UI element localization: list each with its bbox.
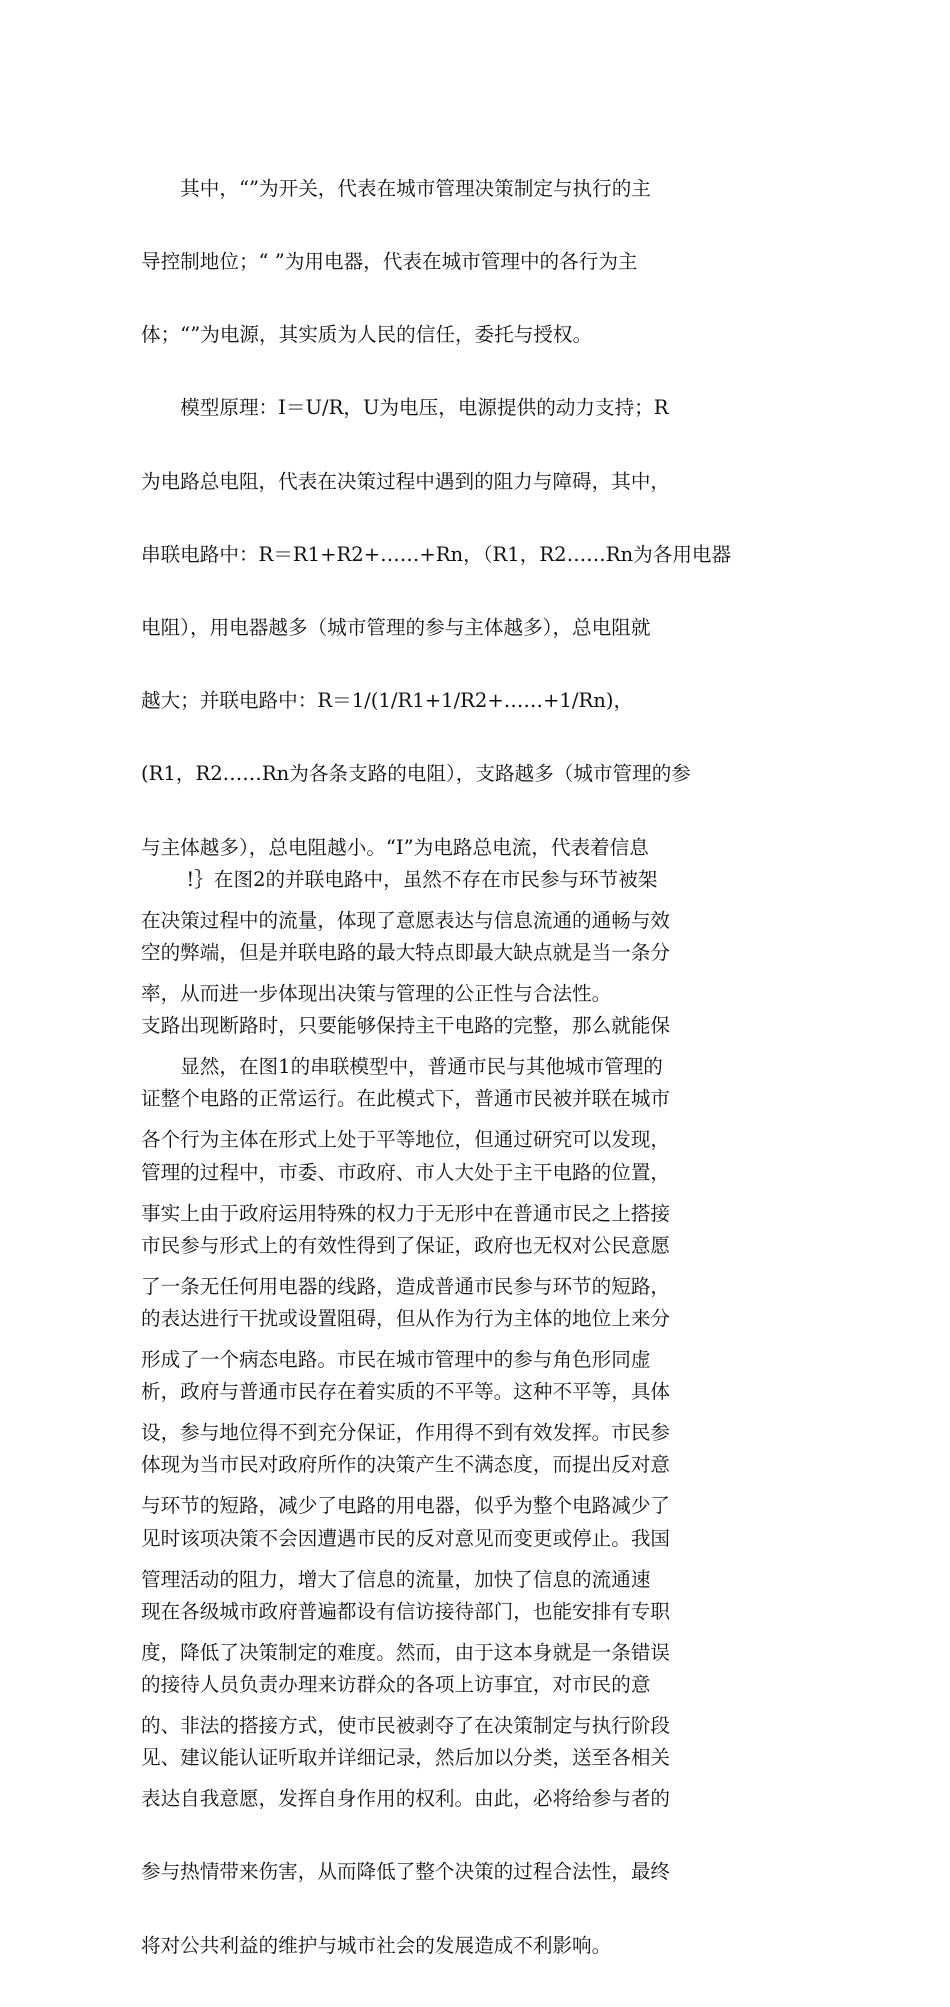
- text-line: 体；“”为电源，其实质为人民的信任，委托与授权。: [141, 323, 593, 347]
- text-line: 为电路总电阻，代表在决策过程中遇到的阻力与障碍，其中，: [141, 469, 671, 493]
- text-line: 了一条无任何用电器的线路，造成普通市民参与环节的短路，: [141, 1274, 671, 1298]
- text-line: 越大；并联电路中：R＝1/(1/R1+1/R2+……+1/Rn)，: [141, 689, 634, 713]
- text-line: 与环节的短路，减少了电路的用电器，似乎为整个电路减少了: [141, 1494, 671, 1518]
- text-line: 率，从而进一步体现出决策与管理的公正性与合法性。: [141, 982, 612, 1006]
- text-line: 电阻），用电器越多（城市管理的参与主体越多），总电阻就: [141, 616, 651, 640]
- text-line: 度，降低了决策制定的难度。然而，由于这本身就是一条错误: [141, 1640, 671, 1664]
- text-line: 证整个电路的正常运行。在此模式下，普通市民被并联在城市: [141, 1087, 671, 1111]
- text-line: 见时该项决策不会因遭遇市民的反对意见而变更或停止。我国: [141, 1526, 671, 1550]
- text-line: 形成了一个病态电路。市民在城市管理中的参与角色形同虚: [141, 1348, 651, 1372]
- text-line: 析，政府与普通市民存在着实质的不平等。这种不平等，具体: [141, 1380, 671, 1404]
- text-line: !｝在图2的并联电路中，虽然不存在市民参与环节被架: [141, 867, 658, 891]
- text-line: 参与热情带来伤害，从而降低了整个决策的过程合法性，最终: [141, 1860, 671, 1884]
- text-line: 的、非法的搭接方式，使市民被剥夺了在决策制定与执行阶段: [141, 1714, 671, 1738]
- text-line: 空的弊端，但是并联电路的最大特点即最大缺点就是当一条分: [141, 941, 671, 965]
- text-line: 串联电路中：R＝R1+R2+……+Rn，（R1，R2……Rn为各用电器: [141, 542, 732, 566]
- text-line: 其中，“”为开关，代表在城市管理决策制定与执行的主: [141, 176, 651, 200]
- text-line: 显然，在图1的串联模型中，普通市民与其他城市管理的: [141, 1055, 663, 1079]
- text-line: 管理活动的阻力，增大了信息的流量，加快了信息的流通速: [141, 1567, 651, 1591]
- text-line: 的表达进行干扰或设置阻碍，但从作为行为主体的地位上来分: [141, 1307, 671, 1331]
- text-line: 现在各级城市政府普遍都设有信访接待部门，也能安排有专职: [141, 1599, 671, 1623]
- text-line: 在决策过程中的流量，体现了意愿表达与信息流通的通畅与效: [141, 908, 671, 932]
- text-line: 模型原理：I＝U/R，U为电压，电源提供的动力支持；R: [141, 396, 669, 420]
- text-line: 与主体越多），总电阻越小。“I”为电路总电流，代表着信息: [141, 835, 649, 859]
- text-line: 事实上由于政府运用特殊的权力于无形中在普通市民之上搭接: [141, 1201, 671, 1225]
- text-line: 表达自我意愿，发挥自身作用的权利。由此，必将给参与者的: [141, 1787, 671, 1811]
- text-line: (R1，R2……Rn为各条支路的电阻），支路越多（城市管理的参: [141, 762, 691, 786]
- text-line: 导控制地位；“ ”为用电器，代表在城市管理中的各行为主: [141, 250, 638, 274]
- text-line: 市民参与形式上的有效性得到了保证，政府也无权对公民意愿: [141, 1233, 671, 1257]
- text-line: 各个行为主体在形式上处于平等地位，但通过研究可以发现，: [141, 1128, 671, 1152]
- text-line: 将对公共利益的维护与城市社会的发展造成不利影响。: [141, 1933, 612, 1957]
- text-line: 设，参与地位得不到充分保证，作用得不到有效发挥。市民参: [141, 1421, 671, 1445]
- text-block-2: [141, 819, 741, 1819]
- text-line: 的接待人员负责办理来访群众的各项上访事宜，对市民的意: [141, 1673, 651, 1697]
- text-line: 见、建议能认证听取并详细记录，然后加以分类，送至各相关: [141, 1746, 671, 1770]
- text-line: 支路出现断路时，只要能够保持主干电路的完整，那么就能保: [141, 1014, 671, 1038]
- text-line: 体现为当市民对政府所作的决策产生不满态度，而提出反对意: [141, 1453, 671, 1477]
- text-line: 管理的过程中，市委、市政府、市人大处于主干电路的位置，: [141, 1160, 671, 1184]
